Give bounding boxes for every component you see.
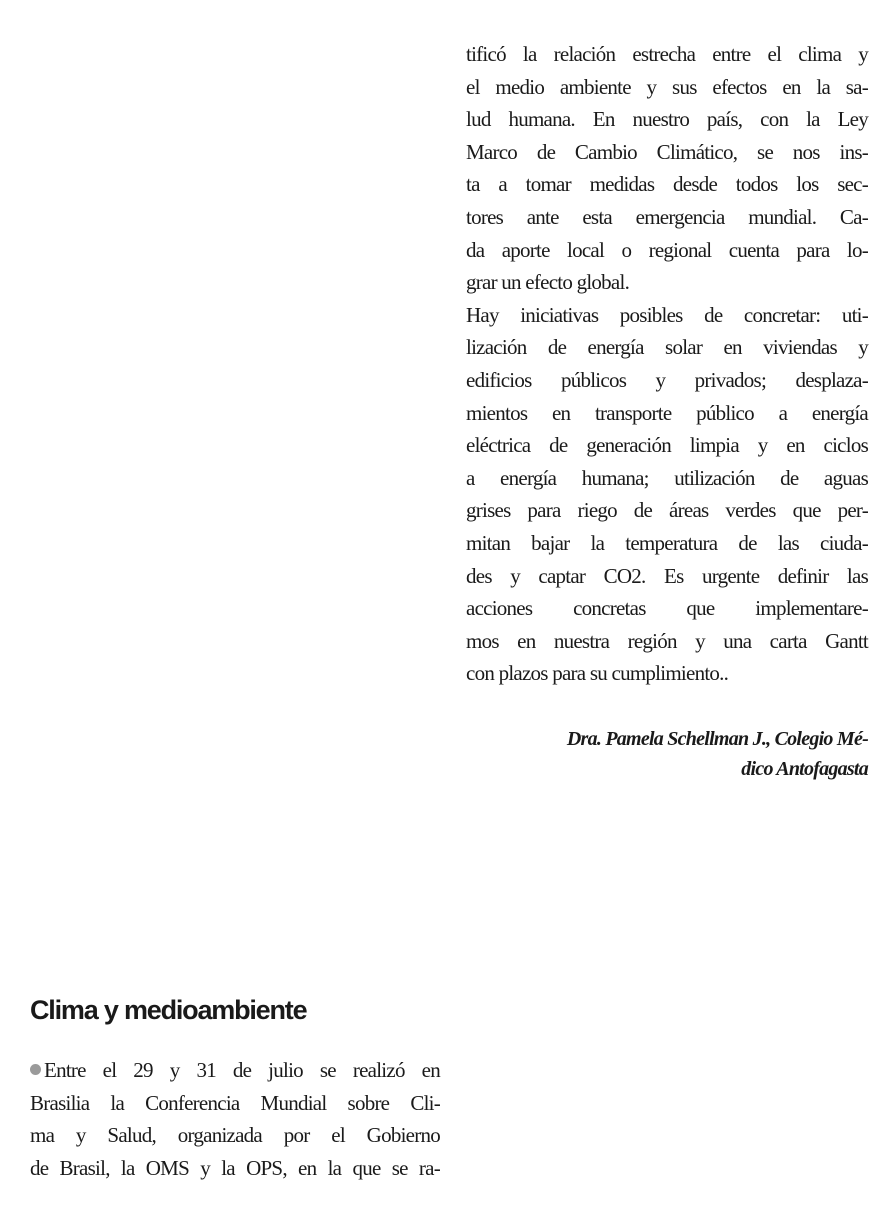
body-line: con plazos para su cumplimiento.. xyxy=(466,661,729,686)
body-line: Marco de Cambio Climático, se nos ins- xyxy=(466,139,868,164)
body-line: el medio ambiente y sus efectos en la sa- xyxy=(466,74,868,99)
body-line: grar un efecto global. xyxy=(466,270,630,295)
signature-line: dico Antofagasta xyxy=(741,757,868,780)
body-line: lud humana. En nuestro país, con la Ley xyxy=(466,107,868,132)
body-line: mientos en transporte público a energía xyxy=(466,400,868,425)
body-line: eléctrica de generación limpia y en ciclos xyxy=(466,433,868,458)
author-signature xyxy=(466,724,868,784)
bullet-icon xyxy=(30,1064,41,1075)
body-line: acciones concretas que implementare- xyxy=(466,596,868,621)
body-line: ta a tomar medidas desde todos los sec- xyxy=(466,172,868,197)
left-column xyxy=(30,990,440,1184)
body-line: mitan bajar la temperatura de las ciuda- xyxy=(466,530,868,555)
body-line: grises para riego de áreas verdes que per- xyxy=(466,498,868,523)
body-line: ma y Salud, organizada por el Gobierno xyxy=(30,1123,440,1148)
body-line: mos en nuestra región y una carta Gantt xyxy=(466,628,868,653)
body-line: tificó la relación estrecha entre el clima y xyxy=(466,42,868,66)
article-body xyxy=(30,1054,440,1184)
body-line: da aporte local o regional cuenta para lo- xyxy=(466,237,868,262)
article-headline: Clima y medioambiente xyxy=(30,995,307,1025)
body-line: a energía humana; utilización de aguas xyxy=(466,465,868,490)
body-line-first xyxy=(30,1054,440,1087)
body-line-text: Entre el 29 y 31 de julio se realizó en xyxy=(44,1058,440,1082)
body-line: Hay iniciativas posibles de concretar: uti- xyxy=(466,302,868,327)
body-line: Brasilia la Conferencia Mundial sobre Cli- xyxy=(30,1090,440,1115)
body-line: des y captar CO2. Es urgente definir las xyxy=(466,563,868,588)
signature-line: Dra. Pamela Schellman J., Colegio Mé- xyxy=(566,727,868,750)
article-body-continued xyxy=(466,38,868,690)
body-line: de Brasil, la OMS y la OPS, en la que se ra- xyxy=(30,1155,440,1180)
body-line: lización de energía solar en viviendas y xyxy=(466,335,868,360)
right-column xyxy=(466,38,868,784)
body-line: edificios públicos y privados; desplaza- xyxy=(466,367,868,392)
body-line: tores ante esta emergencia mundial. Ca- xyxy=(466,204,868,229)
